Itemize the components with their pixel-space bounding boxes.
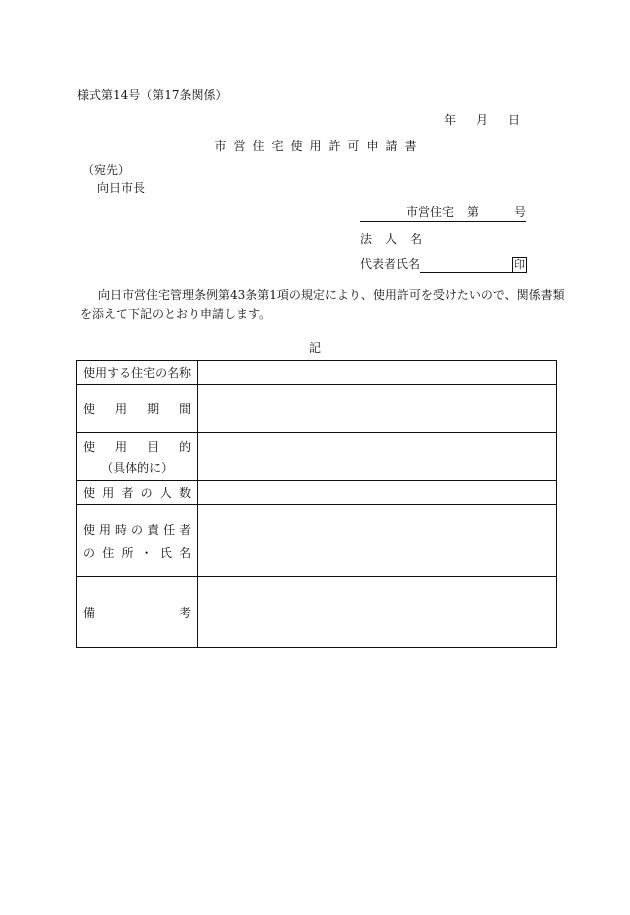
table-row: [77, 505, 557, 577]
addressee-name: 向日市長: [97, 181, 146, 195]
table-row: [77, 481, 557, 505]
row-sublabel-text: （具体的に）: [101, 460, 174, 475]
row-label-user-count: [77, 481, 198, 505]
representative-line: [360, 255, 527, 273]
row-label-housing-name: [77, 361, 198, 385]
row-label-usage-period: [77, 385, 198, 433]
field-housing-name[interactable]: [198, 361, 557, 385]
date-line: [444, 111, 520, 128]
housing-go-label: 号: [514, 205, 527, 219]
date-day-label: 日: [508, 113, 521, 127]
addressee-label: （宛先）: [82, 163, 131, 177]
housing-dai-label: 第: [467, 205, 480, 219]
ki-label: 記: [308, 341, 321, 355]
date-year-label: 年: [444, 113, 457, 127]
field-responsible-person[interactable]: [198, 505, 557, 577]
row-label-text: 備 考: [83, 605, 192, 620]
table-row: [77, 433, 557, 481]
row-label-text: 使 用 者 の 人 数: [83, 486, 192, 500]
field-usage-purpose[interactable]: [198, 433, 557, 481]
row-label-text: 使 用 目 的: [83, 439, 192, 454]
table-row: [77, 385, 557, 433]
row-label-usage-purpose: [77, 433, 198, 481]
date-month-label: 月: [476, 113, 489, 127]
application-body-text: 向日市営住宅管理条例第43条第1項の規定により、使用許可を受けたいので、関係書類を添えて下記のとおり申請します。: [80, 288, 565, 321]
row-label-text: 使 用 期 間: [83, 402, 192, 416]
field-remarks[interactable]: [198, 577, 557, 648]
field-usage-period[interactable]: [198, 385, 557, 433]
row-label-text: 使 用 時 の 責 任 者: [83, 522, 192, 537]
table-row: [77, 577, 557, 648]
housing-name-label: 市営住宅: [406, 205, 455, 219]
application-table: [76, 360, 557, 648]
row-label-text: 使 用 す る 住 宅 の 名 称: [83, 366, 192, 380]
seal-mark: 印: [514, 258, 526, 271]
corporate-name-label: 法人名: [360, 232, 436, 246]
row-label-remarks: [77, 577, 198, 648]
representative-name-field[interactable]: [420, 259, 512, 273]
document-title: 市営住宅使用許可申請書: [214, 139, 424, 153]
row-label-text-2: の 住 所 ・ 氏 名: [83, 545, 192, 560]
housing-number-line: [360, 203, 526, 222]
field-user-count[interactable]: [198, 481, 557, 505]
table-row: [77, 361, 557, 385]
form-number: 様式第14号（第17条関係）: [77, 88, 228, 102]
row-label-responsible-person: [77, 505, 198, 577]
representative-label: 代表者氏名: [360, 257, 421, 271]
